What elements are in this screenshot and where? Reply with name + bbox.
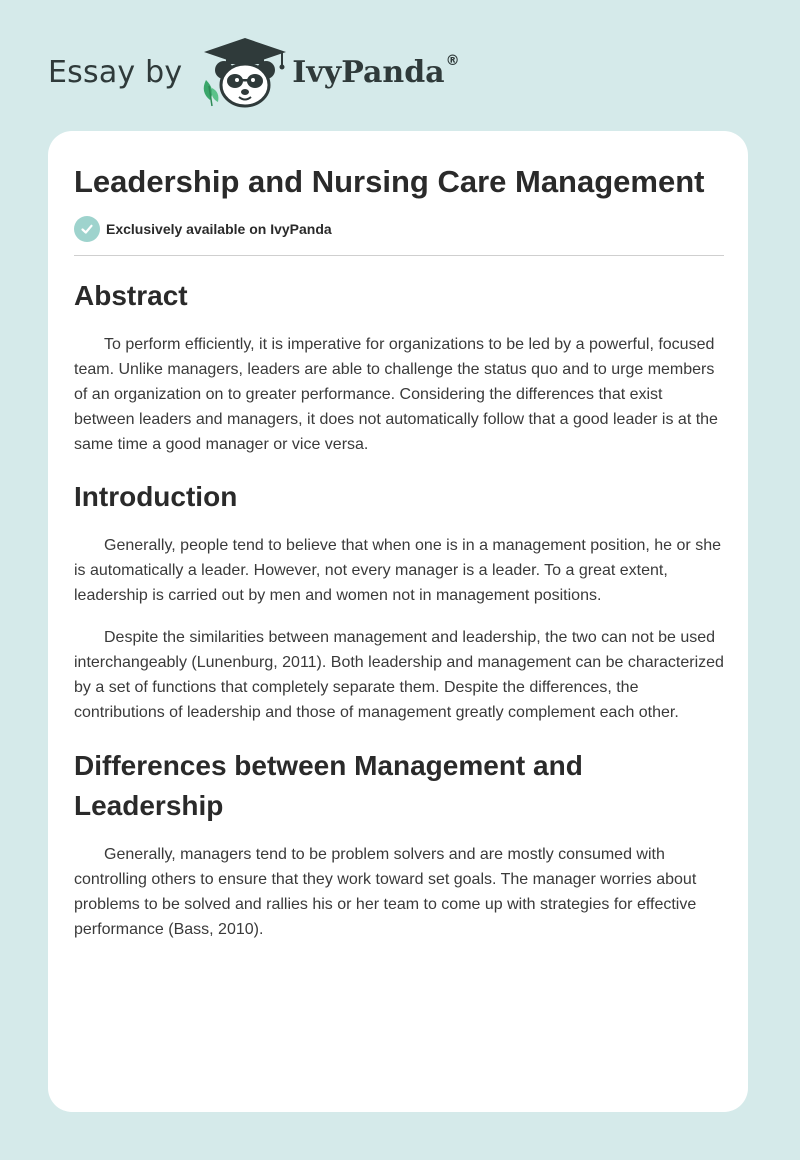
panda-graduate-icon[interactable]	[200, 36, 290, 108]
section-heading-differences: Differences between Management and Leadership	[74, 750, 583, 821]
check-circle-icon	[74, 216, 100, 242]
brand-name[interactable]: IvyPanda®	[292, 52, 460, 90]
registered-mark: ®	[445, 52, 460, 69]
paragraph: Despite the similarities between management and leadership, the two can not be used interchangeably (Lunenburg, 2011). Both leadership and management can be characterized by a set of functions that completely separate them. Despite the differences, the contributions of leadership and those of management greatly complement each other.	[74, 629, 724, 721]
page-title: Leadership and Nursing Care Management	[74, 164, 705, 199]
paragraph: Generally, managers tend to be problem solvers and are mostly consumed with controlling others to ensure that they work toward set goals. The manager worries about problems to be solved and rallies his or her team to come up with strategies for effective performance (Bass, 2010).	[74, 846, 697, 938]
divider	[74, 255, 724, 256]
essay-by-label: Essay by	[48, 54, 183, 90]
essay-card	[48, 131, 748, 1112]
essay-content	[74, 161, 724, 942]
paragraph: To perform efficiently, it is imperative for organizations to be led by a powerful, focused team. Unlike managers, leaders are able to challenge the status quo and to urge members of an organization on to greater performance. Considering the differences that exist between leaders and managers, it does not automatically follow that a good leader is at the same time a good manager or vice versa.	[74, 336, 718, 453]
site-header	[48, 36, 460, 108]
section-heading-introduction: Introduction	[74, 481, 238, 512]
exclusive-badge	[74, 215, 724, 243]
badge-text: Exclusively available on IvyPanda	[106, 221, 332, 237]
section-heading-abstract: Abstract	[74, 280, 188, 311]
paragraph: Generally, people tend to believe that when one is in a management position, he or she is automatically a leader. However, not every manager is a leader. To a great extent, leadership is carried out by men and women not in management positions.	[74, 537, 721, 604]
